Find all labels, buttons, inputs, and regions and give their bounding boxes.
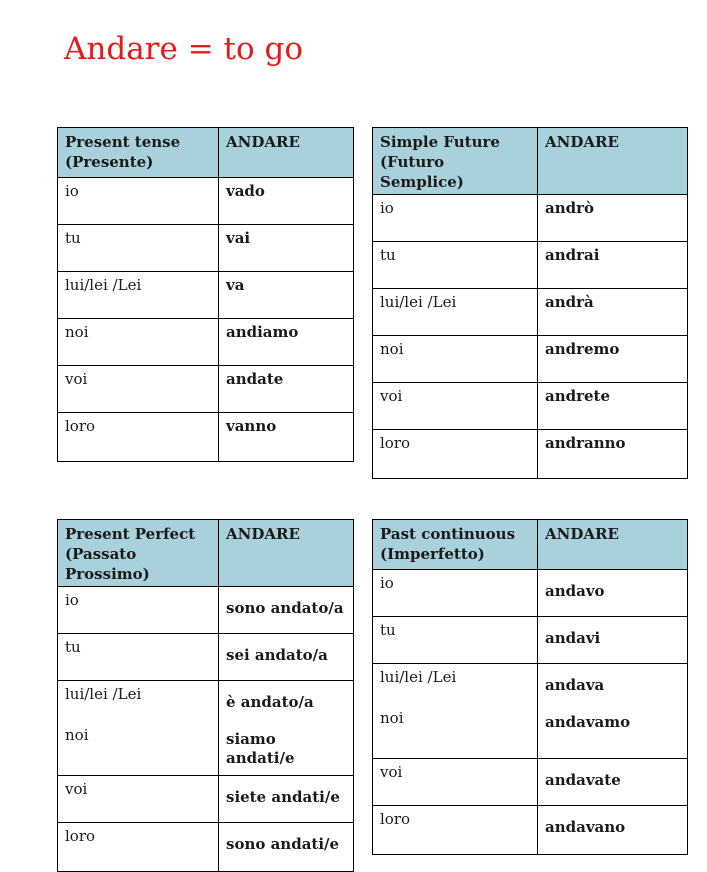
tense-header-cell xyxy=(373,128,538,195)
pronoun-line: lui/lei /Lei xyxy=(65,685,142,703)
table-row xyxy=(373,336,688,383)
pronoun-cell: loro xyxy=(373,430,538,479)
conjugation-table xyxy=(57,127,354,462)
verb-cell: andrò xyxy=(538,195,688,242)
pronoun-cell: voi xyxy=(373,759,538,806)
verb-cell: sono andato/a xyxy=(219,587,354,634)
pronoun-cell: tu xyxy=(373,242,538,289)
table-row xyxy=(373,289,688,336)
table-header-row xyxy=(58,128,354,178)
pronoun-cell xyxy=(373,664,538,759)
pronoun-cell: loro xyxy=(58,823,219,872)
table-row xyxy=(58,225,354,272)
table-row xyxy=(373,430,688,479)
tense-name-italian: (Presente) xyxy=(65,153,154,171)
tense-header-cell xyxy=(58,520,219,587)
table-row xyxy=(373,242,688,289)
table-row xyxy=(373,617,688,664)
pronoun-cell: voi xyxy=(373,383,538,430)
pronoun-cell: voi xyxy=(58,366,219,413)
verb-cell: va xyxy=(219,272,354,319)
pronoun-cell: loro xyxy=(373,806,538,855)
pronoun-line: noi xyxy=(65,726,89,744)
table-row xyxy=(58,272,354,319)
verb-cell: vado xyxy=(219,178,354,225)
verb-cell: andrete xyxy=(538,383,688,430)
pronoun-cell: io xyxy=(373,570,538,617)
pronoun-cell: lui/lei /Lei xyxy=(373,289,538,336)
table-row xyxy=(58,587,354,634)
pronoun-cell: tu xyxy=(58,634,219,681)
table-header-row xyxy=(58,520,354,587)
tense-name-italian: (Imperfetto) xyxy=(380,545,485,563)
verb-cell xyxy=(219,681,354,776)
pronoun-cell: io xyxy=(373,195,538,242)
tense-name-italian: (Passato Prossimo) xyxy=(65,545,150,583)
simple-future-table xyxy=(372,127,688,479)
pronoun-line: noi xyxy=(380,709,404,727)
conjugation-table xyxy=(372,127,688,479)
table-row xyxy=(58,413,354,462)
tense-name: Past continuous xyxy=(380,525,516,543)
verb-cell: andavano xyxy=(538,806,688,855)
pronoun-cell: tu xyxy=(58,225,219,272)
conjugation-table xyxy=(57,519,354,872)
pronoun-cell: lui/lei /Lei xyxy=(58,272,219,319)
table-row xyxy=(58,776,354,823)
verb-cell: andrà xyxy=(538,289,688,336)
verb-header-cell: ANDARE xyxy=(219,128,354,178)
verb-cell: andranno xyxy=(538,430,688,479)
pronoun-cell: tu xyxy=(373,617,538,664)
verb-cell: siete andati/e xyxy=(219,776,354,823)
tense-name: Present Perfect xyxy=(65,525,196,543)
table-row xyxy=(373,195,688,242)
verb-line: andavamo xyxy=(545,713,631,731)
pronoun-cell: io xyxy=(58,587,219,634)
conjugation-table xyxy=(372,519,688,855)
table-row xyxy=(58,634,354,681)
verb-cell: vanno xyxy=(219,413,354,462)
verb-cell: sei andato/a xyxy=(219,634,354,681)
table-header-row xyxy=(373,520,688,570)
tense-name: Present tense xyxy=(65,133,181,151)
table-row xyxy=(373,759,688,806)
pronoun-cell: io xyxy=(58,178,219,225)
verb-cell: sono andati/e xyxy=(219,823,354,872)
table-row-merged xyxy=(373,664,688,759)
table-row xyxy=(373,806,688,855)
past-continuous-table xyxy=(372,519,688,855)
page-title: Andare = to go xyxy=(64,31,304,67)
verb-line: andava xyxy=(545,676,605,694)
verb-cell xyxy=(538,664,688,759)
verb-line: siamo andati/e xyxy=(226,730,295,767)
table-row-merged xyxy=(58,681,354,776)
pronoun-cell: voi xyxy=(58,776,219,823)
pronoun-cell: noi xyxy=(373,336,538,383)
verb-cell: andrai xyxy=(538,242,688,289)
table-row xyxy=(373,570,688,617)
table-row xyxy=(58,823,354,872)
verb-cell: andavate xyxy=(538,759,688,806)
tense-header-cell xyxy=(58,128,219,178)
table-row xyxy=(58,319,354,366)
table-header-row xyxy=(373,128,688,195)
tense-header-cell xyxy=(373,520,538,570)
verb-cell: andiamo xyxy=(219,319,354,366)
table-row xyxy=(373,383,688,430)
table-row xyxy=(58,178,354,225)
tense-name: Simple Future xyxy=(380,133,500,151)
verb-line: è andato/a xyxy=(226,693,314,711)
verb-cell: andremo xyxy=(538,336,688,383)
table-row xyxy=(58,366,354,413)
verb-header-cell: ANDARE xyxy=(538,520,688,570)
tense-name-italian: (Futuro Semplice) xyxy=(380,153,464,191)
pronoun-line: lui/lei /Lei xyxy=(380,668,457,686)
verb-cell: andavi xyxy=(538,617,688,664)
verb-header-cell: ANDARE xyxy=(538,128,688,195)
pronoun-cell: loro xyxy=(58,413,219,462)
pronoun-cell xyxy=(58,681,219,776)
present-perfect-table xyxy=(57,519,354,872)
pronoun-cell: noi xyxy=(58,319,219,366)
present-tense-table xyxy=(57,127,354,462)
verb-cell: andavo xyxy=(538,570,688,617)
verb-header-cell: ANDARE xyxy=(219,520,354,587)
verb-cell: andate xyxy=(219,366,354,413)
verb-cell: vai xyxy=(219,225,354,272)
